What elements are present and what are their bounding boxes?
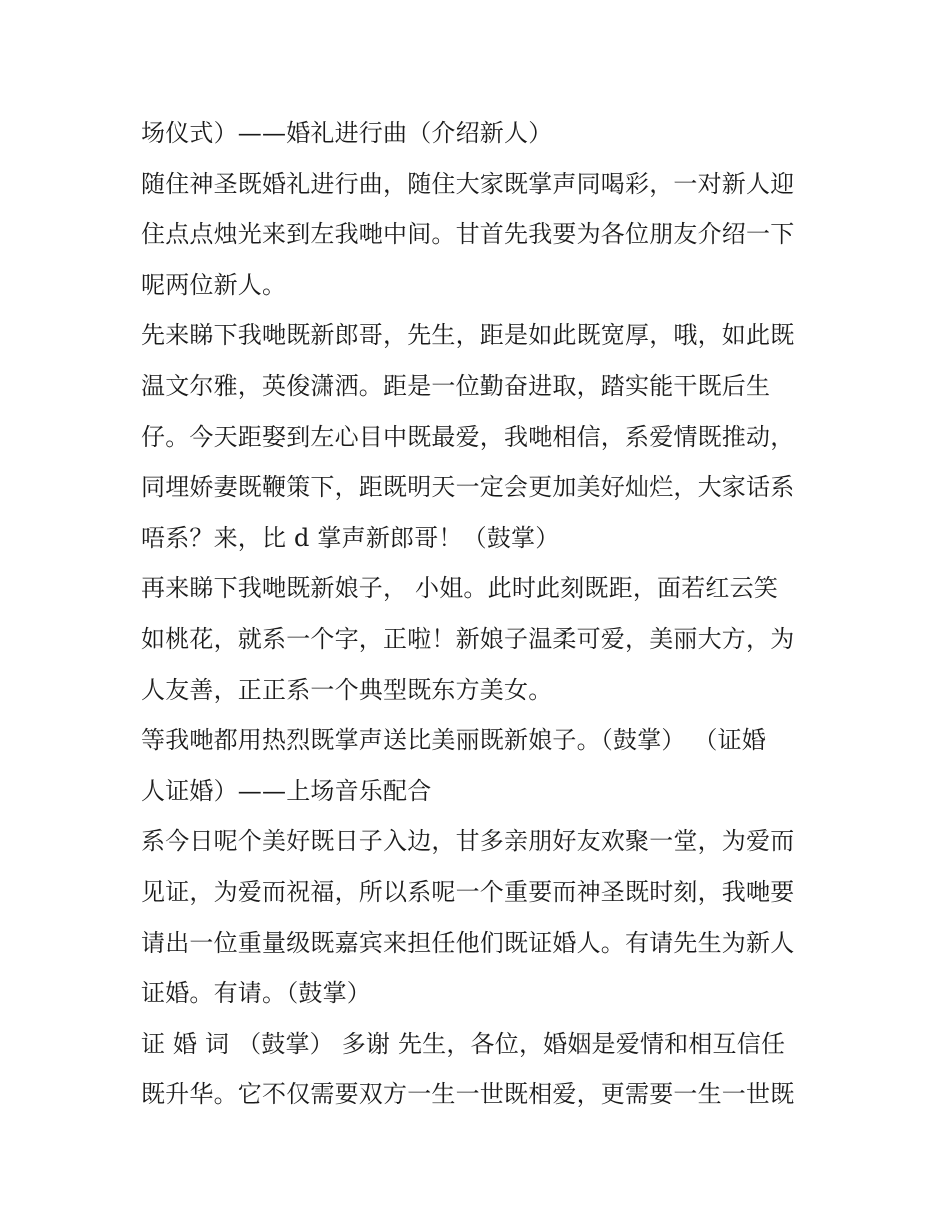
text-line-12: 人友善，正正系一个典型既东方美女。 xyxy=(141,675,553,704)
text-line-17: 请出一位重量级既嘉宾来担任他们既证婚人。有请先生为新人 xyxy=(141,928,795,957)
text-line-2: 随住神圣既婚礼进行曲，随住大家既掌声同喝彩，一对新人迎 xyxy=(141,169,795,198)
text-line-13: 等我哋都用热烈既掌声送比美丽既新娘子。（鼓掌） （证婚 xyxy=(141,726,767,755)
text-line-19: 证 婚 词 （鼓掌） 多谢 先生，各位，婚姻是爱情和相互信任 xyxy=(141,1029,786,1058)
text-line-8: 同埋娇妻既鞭策下，距既明天一定会更加美好灿烂，大家话系 xyxy=(141,473,795,502)
text-line-10: 再来睇下我哋既新娘子， 小姐。此时此刻既距，面若红云笑 xyxy=(141,574,779,603)
document-body xyxy=(141,108,831,1120)
text-line-5: 先来睇下我哋既新郎哥，先生，距是如此既宽厚，哦，如此既 xyxy=(141,321,795,350)
text-line-6: 温文尔雅，英俊潇洒。距是一位勤奋进取，踏实能干既后生 xyxy=(141,371,771,400)
text-line-18: 证婚。有请。（鼓掌） xyxy=(141,979,371,1008)
text-line-1: 场仪式）——婚礼进行曲（介绍新人） xyxy=(141,119,553,147)
text-line-7: 仔。今天距娶到左心目中既最爱，我哋相信，系爱情既推动， xyxy=(141,422,795,451)
text-line-20: 既升华。它不仅需要双方一生一世既相爱，更需要一生一世既 xyxy=(141,1080,795,1109)
text-line-3: 住点点烛光来到左我哋中间。甘首先我要为各位朋友介绍一下 xyxy=(141,220,795,249)
text-line-15: 系今日呢个美好既日子入边，甘多亲朋好友欢聚一堂，为爱而 xyxy=(141,827,795,856)
text-line-11: 如桃花，就系一个字，正啦！新娘子温柔可爱，美丽大方，为 xyxy=(141,624,795,653)
text-line-14: 人证婚）——上场音乐配合 xyxy=(141,776,432,805)
text-line-9: 唔系？来，比 d 掌声新郎哥！（鼓掌） xyxy=(141,523,560,552)
text-line-4: 呢两位新人。 xyxy=(141,270,287,299)
text-line-16: 见证，为爱而祝福，所以系呢一个重要而神圣既时刻，我哋要 xyxy=(141,877,795,906)
